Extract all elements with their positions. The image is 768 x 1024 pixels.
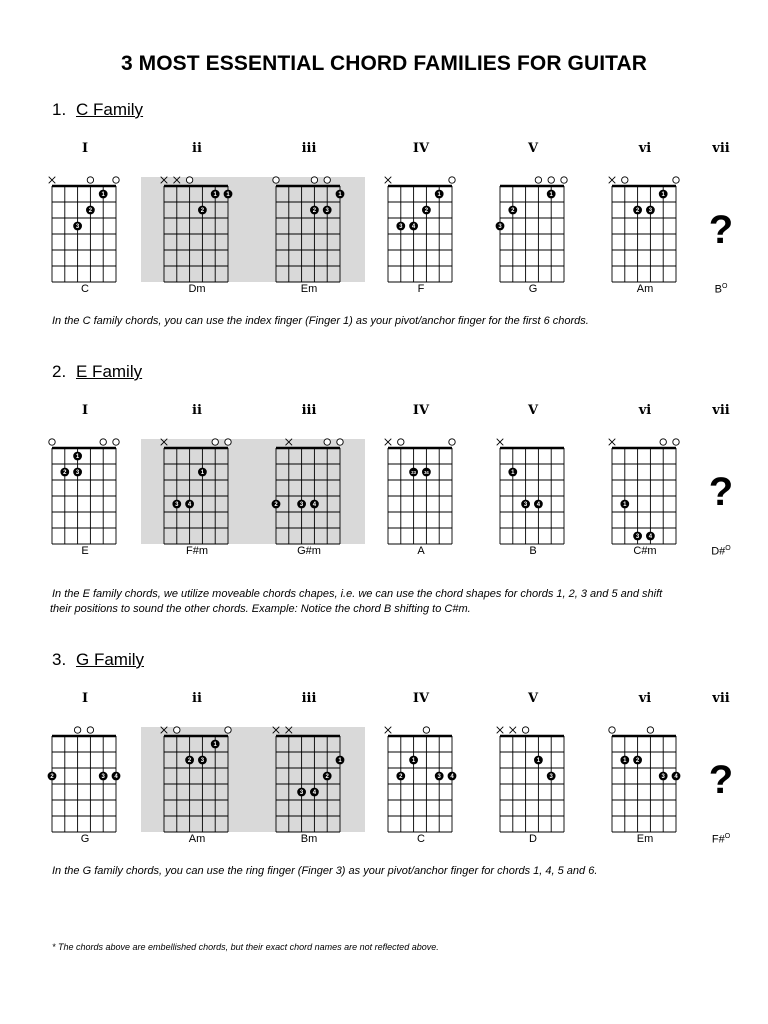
diminished-symbol: O — [725, 545, 731, 552]
section-note — [52, 314, 742, 329]
chord-diagram-c — [44, 175, 126, 285]
finger-dot — [185, 756, 194, 765]
chord-name: C#m — [633, 545, 657, 557]
chord-name: B — [529, 545, 537, 557]
finger-dot — [409, 222, 418, 231]
muted-string-marker — [510, 727, 517, 734]
finger-dot — [672, 772, 681, 781]
footnote: * The chords above are embellished chords, but their exact chord names are not reflected above. — [52, 942, 439, 952]
finger-number: 4 — [312, 790, 317, 797]
section-name: G Family — [76, 650, 144, 669]
section-heading — [52, 100, 143, 120]
muted-string-marker — [273, 727, 280, 734]
finger-number: 3 — [325, 208, 329, 215]
finger-dot — [508, 206, 517, 215]
finger-dot — [534, 756, 543, 765]
roman-numeral: vi — [638, 691, 652, 706]
finger-number: 1 — [661, 192, 665, 199]
finger-number: 4 — [536, 502, 541, 509]
finger-dot — [496, 222, 505, 231]
open-string-marker — [673, 439, 679, 445]
finger-dot — [112, 772, 121, 781]
muted-string-marker — [161, 439, 168, 446]
muted-string-marker — [497, 727, 504, 734]
finger-number: 2 — [312, 208, 317, 215]
finger-number: 3 — [175, 502, 179, 509]
finger-dot — [633, 756, 642, 765]
chord-box — [156, 437, 238, 552]
roman-numeral: IV — [412, 403, 430, 418]
chord-name: G#m — [297, 545, 321, 557]
chord-name: C — [417, 833, 425, 845]
roman-numeral: vii — [712, 403, 730, 418]
chord-diagram-c — [380, 725, 462, 835]
chord-name: E — [81, 545, 89, 557]
finger-dot — [435, 190, 444, 199]
finger-dot — [224, 190, 233, 199]
open-string-marker — [449, 177, 455, 183]
finger-dot — [448, 772, 457, 781]
finger-number: 1 — [623, 758, 627, 765]
open-string-marker — [673, 177, 679, 183]
open-string-marker — [535, 177, 541, 183]
finger-dot — [99, 190, 108, 199]
finger-dot — [310, 500, 319, 509]
open-string-marker — [423, 727, 429, 733]
chord-box — [604, 175, 686, 290]
chord-box — [492, 175, 574, 290]
chord-name: Em — [636, 833, 654, 845]
finger-number: 1 — [437, 192, 441, 199]
roman-numeral: IV — [412, 691, 430, 706]
finger-number: 3 — [299, 790, 304, 797]
chord-box — [380, 175, 462, 290]
vii-root: F# — [711, 833, 725, 846]
muted-string-marker — [385, 177, 392, 184]
finger-dot — [323, 772, 332, 781]
open-string-marker — [311, 177, 317, 183]
finger-dot — [48, 772, 57, 781]
chord-diagram-em — [604, 725, 686, 835]
open-string-marker — [337, 439, 343, 445]
chord-box — [44, 175, 126, 290]
chord-diagram-bm — [268, 725, 350, 835]
roman-numeral: vi — [638, 141, 652, 156]
chord-name: Am — [188, 833, 206, 845]
chord-diagram-g — [44, 725, 126, 835]
chord-name: Em — [300, 283, 318, 295]
chord-name: Bm — [300, 833, 318, 845]
finger-number: 4 — [312, 502, 317, 509]
finger-number: 3 — [635, 534, 640, 541]
finger-dot — [323, 206, 332, 215]
chord-name: C — [81, 283, 89, 295]
chord-diagram-gsharpm — [268, 437, 350, 547]
finger-dot — [534, 500, 543, 509]
open-string-marker — [225, 727, 231, 733]
finger-number: 1 — [411, 758, 416, 765]
open-string-marker — [212, 439, 218, 445]
finger-number: 3 — [498, 224, 502, 231]
finger-dot — [422, 468, 431, 477]
muted-string-marker — [286, 439, 293, 446]
vii-chord-name — [691, 545, 751, 558]
finger-number: 3 — [101, 774, 105, 781]
section-number: 3. — [52, 650, 67, 669]
chord-box — [268, 725, 350, 840]
finger-dot — [646, 206, 655, 215]
open-string-marker — [49, 439, 55, 445]
finger-dot — [633, 206, 642, 215]
finger-number: 23 — [411, 470, 416, 476]
chord-box — [492, 725, 574, 840]
open-string-marker — [561, 177, 567, 183]
roman-numeral: iii — [301, 691, 317, 706]
roman-numeral: vi — [638, 403, 652, 418]
finger-number: 2 — [635, 758, 640, 765]
vii-root: D# — [711, 545, 726, 558]
finger-number: 1 — [536, 758, 541, 765]
finger-number: 3 — [661, 774, 665, 781]
muted-string-marker — [286, 727, 293, 734]
chord-name: D — [529, 833, 537, 845]
chord-name: Dm — [188, 283, 206, 295]
chord-diagram-e — [44, 437, 126, 547]
roman-numeral: ii — [192, 141, 202, 156]
open-string-marker — [273, 177, 279, 183]
roman-numeral: ii — [192, 691, 202, 706]
chord-box — [268, 175, 350, 290]
finger-dot — [620, 500, 629, 509]
muted-string-marker — [174, 177, 181, 184]
finger-number: 1 — [338, 758, 342, 765]
finger-dot — [409, 756, 418, 765]
section-number: 2. — [52, 362, 67, 381]
question-mark: ? — [708, 758, 734, 802]
chord-box — [492, 437, 574, 552]
finger-number: 2 — [635, 208, 640, 215]
finger-dot — [659, 190, 668, 199]
finger-dot — [646, 532, 655, 541]
finger-dot — [409, 468, 418, 477]
chord-name: G — [528, 283, 538, 295]
open-string-marker — [522, 727, 528, 733]
chord-box — [380, 725, 462, 840]
finger-number: 1 — [75, 454, 80, 461]
finger-dot — [633, 532, 642, 541]
finger-number: 3 — [75, 224, 80, 231]
finger-dot — [198, 206, 207, 215]
finger-number: 3 — [437, 774, 441, 781]
finger-dot — [547, 772, 556, 781]
open-string-marker — [100, 439, 106, 445]
finger-dot — [73, 222, 82, 231]
finger-dot — [659, 772, 668, 781]
chord-name: G — [80, 833, 90, 845]
diminished-symbol: O — [724, 833, 731, 840]
finger-number: 3 — [549, 774, 553, 781]
chord-diagram-dm — [156, 175, 238, 285]
section-number: 1. — [52, 100, 67, 119]
finger-dot — [60, 468, 69, 477]
chord-box — [44, 437, 126, 552]
finger-number: 3 — [648, 208, 653, 215]
open-string-marker — [174, 727, 180, 733]
finger-dot — [521, 500, 530, 509]
finger-dot — [86, 206, 95, 215]
chord-name: F — [417, 283, 425, 295]
open-string-marker — [74, 727, 80, 733]
finger-number: 2 — [511, 208, 515, 215]
chord-diagram-b — [492, 437, 574, 547]
finger-number: 1 — [213, 742, 217, 749]
muted-string-marker — [49, 177, 56, 184]
open-string-marker — [324, 177, 330, 183]
finger-number: 34 — [424, 470, 429, 476]
open-string-marker — [622, 177, 628, 183]
muted-string-marker — [161, 177, 168, 184]
finger-dot — [310, 206, 319, 215]
chord-box — [44, 725, 126, 840]
finger-number: 4 — [187, 502, 192, 509]
roman-numeral: I — [81, 403, 89, 418]
note-line: In the E family chords, we utilize moveable chords chapes, i.e. we can use the chord shapes for chords 1, 2, 3 and 5 and shift — [52, 588, 663, 600]
finger-number: 3 — [399, 224, 403, 231]
chord-name: F#m — [186, 545, 208, 557]
question-mark: ? — [708, 470, 734, 514]
finger-dot — [73, 468, 82, 477]
section-name: E Family — [76, 362, 143, 381]
finger-dot — [508, 468, 517, 477]
finger-number: 2 — [325, 774, 329, 781]
muted-string-marker — [161, 727, 168, 734]
finger-number: 3 — [523, 502, 528, 509]
finger-number: 2 — [200, 208, 205, 215]
chord-diagram-f — [380, 175, 462, 285]
diminished-symbol: O — [721, 283, 728, 290]
open-string-marker — [324, 439, 330, 445]
roman-numeral: iii — [301, 403, 317, 418]
finger-dot — [297, 788, 306, 797]
vii-chord-name — [691, 833, 751, 846]
open-string-marker — [186, 177, 192, 183]
section-heading — [52, 362, 142, 382]
finger-dot — [396, 222, 405, 231]
finger-dot — [211, 740, 220, 749]
chord-box — [604, 725, 686, 840]
roman-numeral: vii — [712, 141, 730, 156]
chord-diagram-a — [380, 437, 462, 547]
vii-chord-name — [691, 283, 751, 296]
open-string-marker — [113, 439, 119, 445]
open-string-marker — [113, 177, 119, 183]
open-string-marker — [398, 439, 404, 445]
finger-number: 2 — [63, 470, 67, 477]
roman-numeral: V — [527, 403, 539, 418]
chord-diagram-fsharpm — [156, 437, 238, 547]
chord-diagram-am — [604, 175, 686, 285]
roman-numeral: I — [81, 141, 89, 156]
finger-dot — [422, 206, 431, 215]
finger-number: 3 — [75, 470, 80, 477]
finger-dot — [310, 788, 319, 797]
question-mark: ? — [708, 208, 734, 252]
note-line: In the C family chords, you can use the index finger (Finger 1) as your pivot/anchor finger for the first 6 chords. — [52, 315, 589, 327]
roman-numeral: ii — [192, 403, 202, 418]
roman-numeral: vii — [712, 691, 730, 706]
chord-box — [380, 437, 462, 552]
roman-numeral: I — [81, 691, 89, 706]
muted-string-marker — [609, 439, 616, 446]
finger-dot — [198, 756, 207, 765]
finger-number: 4 — [114, 774, 118, 781]
finger-number: 4 — [411, 224, 416, 231]
open-string-marker — [225, 439, 231, 445]
finger-number: 1 — [200, 470, 205, 477]
finger-dot — [185, 500, 194, 509]
roman-numeral: V — [527, 141, 539, 156]
finger-dot — [172, 500, 181, 509]
chord-diagram-em — [268, 175, 350, 285]
finger-dot — [73, 452, 82, 461]
open-string-marker — [660, 439, 666, 445]
finger-dot — [198, 468, 207, 477]
vii-root: B — [714, 283, 722, 296]
chord-name: Am — [636, 283, 654, 295]
finger-number: 3 — [200, 758, 205, 765]
finger-number: 1 — [549, 192, 553, 199]
finger-number: 2 — [50, 774, 54, 781]
finger-number: 4 — [674, 774, 678, 781]
section-heading — [52, 650, 144, 670]
chord-box — [268, 437, 350, 552]
section-note — [52, 587, 742, 617]
chord-diagram-g — [492, 175, 574, 285]
finger-dot — [211, 190, 220, 199]
open-string-marker — [87, 727, 93, 733]
finger-number: 2 — [88, 208, 93, 215]
open-string-marker — [609, 727, 615, 733]
muted-string-marker — [609, 177, 616, 184]
finger-number: 4 — [648, 534, 653, 541]
muted-string-marker — [497, 439, 504, 446]
finger-number: 2 — [187, 758, 192, 765]
chord-diagram-csharpm — [604, 437, 686, 547]
roman-numeral: IV — [412, 141, 430, 156]
open-string-marker — [548, 177, 554, 183]
finger-number: 1 — [511, 470, 515, 477]
section-note — [52, 864, 742, 879]
section-name: C Family — [76, 100, 144, 119]
finger-number: 2 — [399, 774, 403, 781]
finger-number: 4 — [450, 774, 454, 781]
finger-dot — [99, 772, 108, 781]
finger-number: 2 — [424, 208, 429, 215]
open-string-marker — [87, 177, 93, 183]
chord-box — [156, 175, 238, 290]
note-line: In the G family chords, you can use the ring finger (Finger 3) as your pivot/anchor finger for chords 1, 4, 5 and 6. — [52, 865, 598, 877]
finger-dot — [396, 772, 405, 781]
finger-dot — [435, 772, 444, 781]
finger-number: 1 — [213, 192, 217, 199]
chord-diagram-d — [492, 725, 574, 835]
finger-number: 1 — [101, 192, 105, 199]
finger-number: 1 — [338, 192, 342, 199]
muted-string-marker — [385, 439, 392, 446]
finger-dot — [620, 756, 629, 765]
finger-number: 3 — [299, 502, 304, 509]
note-line: their positions to sound the other chords. Example: Notice the chord B shifting to C#m. — [50, 603, 471, 615]
open-string-marker — [647, 727, 653, 733]
finger-number: 1 — [623, 502, 627, 509]
chord-box — [156, 725, 238, 840]
chord-name: A — [417, 545, 425, 557]
finger-dot — [272, 500, 281, 509]
chord-box — [604, 437, 686, 552]
finger-dot — [336, 756, 345, 765]
page-title: 3 MOST ESSENTIAL CHORD FAMILIES FOR GUITAR — [120, 52, 648, 75]
finger-dot — [297, 500, 306, 509]
roman-numeral: iii — [301, 141, 317, 156]
open-string-marker — [449, 439, 455, 445]
finger-dot — [336, 190, 345, 199]
roman-numeral: V — [527, 691, 539, 706]
finger-dot — [547, 190, 556, 199]
finger-number: 2 — [274, 502, 278, 509]
muted-string-marker — [385, 727, 392, 734]
finger-number: 1 — [226, 192, 230, 199]
chord-diagram-am — [156, 725, 238, 835]
